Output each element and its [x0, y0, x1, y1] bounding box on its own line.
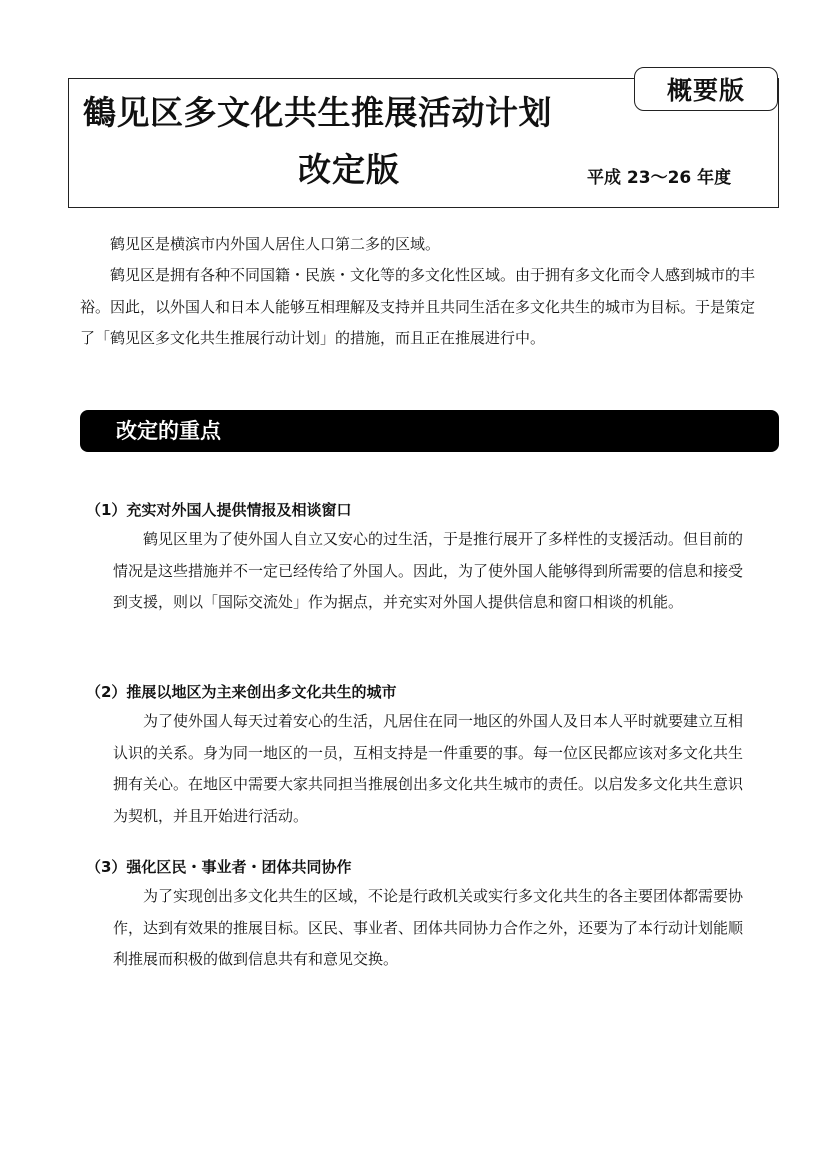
document-subtitle: 改定版: [298, 150, 400, 189]
section-header: 改定的重点: [80, 410, 779, 452]
point-3-heading: （3）强化区民・事业者・团体共同协作: [86, 858, 352, 876]
summary-badge: 概要版: [634, 67, 778, 111]
fiscal-period: 平成 23～26 年度: [587, 168, 732, 188]
point-1-heading: （1）充实对外国人提供情报及相谈窗口: [86, 501, 352, 519]
point-2-body: 为了使外国人每天过着安心的生活，凡居住在同一地区的外国人及日本人平时就要建立互相认识的关系。身为同一地区的一员，互相支持是一件重要的事。每一位区民都应该对多文化共生拥有关心。在地区中需要大家共同担当推展创出多文化共生城市的责任。以启发多文化共生意识为契机，并且开始进行活动。: [113, 712, 744, 825]
intro-line-1: 鹤见区是横滨市内外国人居住人口第二多的区域。: [110, 235, 441, 253]
point-3-body: 为了实现创出多文化共生的区域，不论是行政机关或实行多文化共生的各主要团体都需要协作，达到有效果的推展目标。区民、事业者、团体共同协力合作之外，还要为了本行动计划能顺利推展而积极的做到信息共有和意见交换。: [113, 887, 744, 968]
intro-paragraph-2: 鹤见区是拥有各种不同国籍・民族・文化等的多文化性区域。由于拥有多文化而令人感到城市的丰裕。因此，以外国人和日本人能够互相理解及支持并且共同生活在多文化共生的城市为目标。于是策定了「鹤见区多文化共生推展行动计划」的措施，而且正在推展进行中。: [80, 266, 756, 347]
point-2-heading: （2）推展以地区为主来创出多文化共生的城市: [86, 683, 397, 701]
point-1-body: 鹤见区里为了使外国人自立又安心的过生活，于是推行展开了多样性的支援活动。但目前的情况是这些措施并不一定已经传给了外国人。因此，为了使外国人能够得到所需要的信息和接受到支援，则以「国际交流处」作为据点，并充实对外国人提供信息和窗口相谈的机能。: [113, 530, 744, 611]
document-title: 鶴见区多文化共生推展活动计划: [83, 93, 552, 132]
